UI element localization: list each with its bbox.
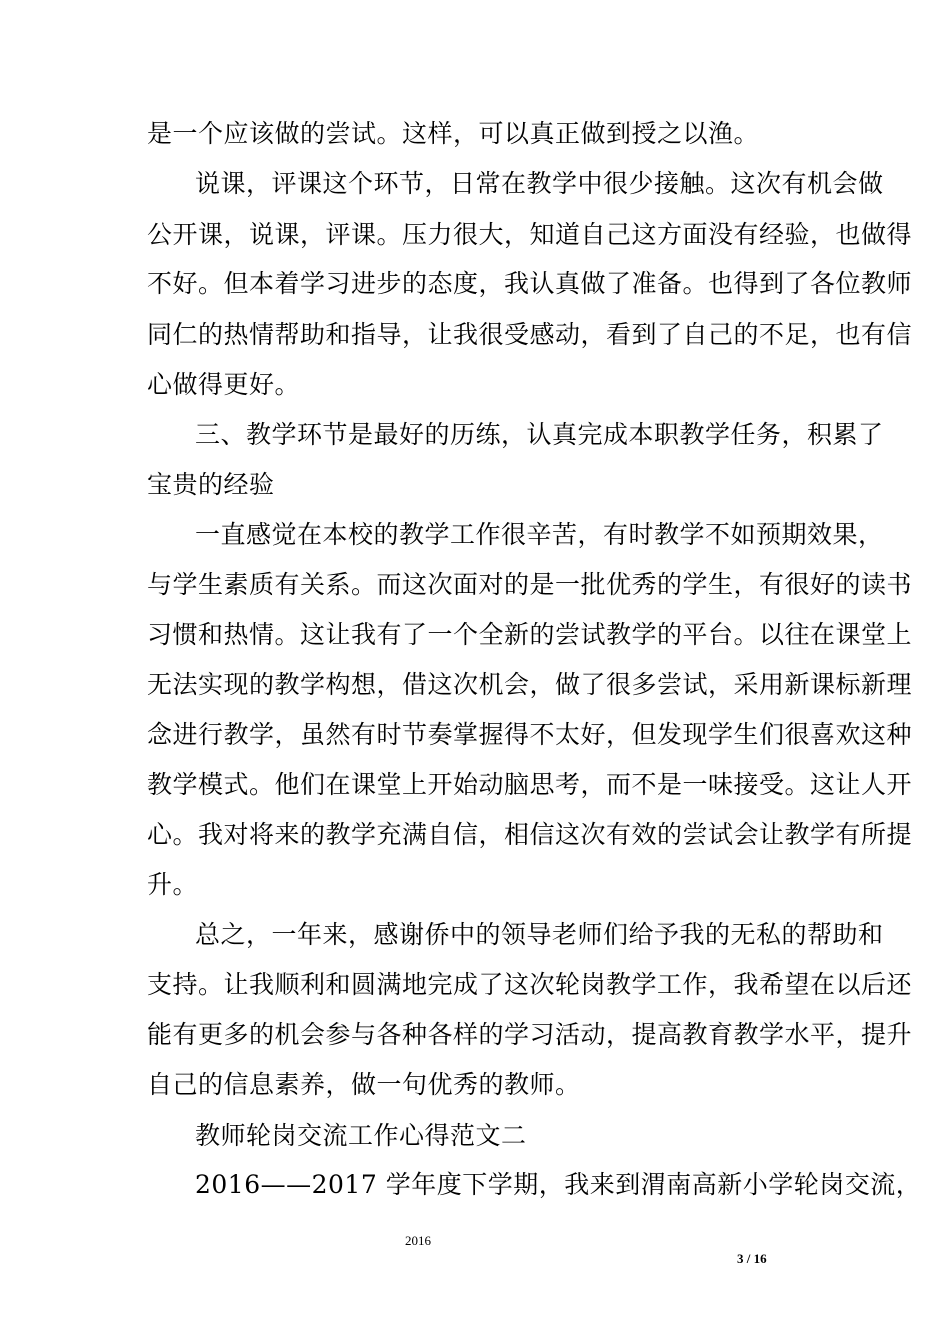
text-line: 说课，评课这个环节，日常在教学中很少接触。这次有机会做 [195, 169, 884, 198]
text-line: 是一个应该做的尝试。这样，可以真正做到授之以渔。 [147, 119, 760, 148]
text-line: 一直感觉在本校的教学工作很辛苦，有时教学不如预期效果， [195, 520, 884, 549]
text-line: 不好。但本着学习进步的态度，我认真做了准备。也得到了各位教师 [147, 269, 913, 298]
page-number: 3 / 16 [737, 1251, 767, 1266]
text-line: 支持。让我顺利和圆满地完成了这次轮岗教学工作，我希望在以后还 [147, 970, 913, 999]
section-heading: 教师轮岗交流工作心得范文二 [195, 1121, 527, 1150]
text-line: 能有更多的机会参与各种各样的学习活动，提高教育教学水平，提升 [147, 1020, 913, 1049]
text-line: 升。 [147, 870, 199, 899]
text-line: 自己的信息素养，做一句优秀的教师。 [147, 1070, 581, 1099]
text-line: 无法实现的教学构想，借这次机会，做了很多尝试，采用新课标新理 [147, 670, 913, 699]
text-line: 宝贵的经验 [147, 470, 275, 499]
text-line: 2016——2017 学年度下学期，我来到渭南高新小学轮岗交流， [195, 1170, 922, 1199]
text-line: 教学模式。他们在课堂上开始动脑思考，而不是一味接受。这让人开 [147, 770, 913, 799]
text-line: 心。我对将来的教学充满自信，相信这次有效的尝试会让教学有所提 [147, 820, 913, 849]
text-line: 三、教学环节是最好的历练，认真完成本职教学任务，积累了 [195, 420, 884, 449]
text-line: 习惯和热情。这让我有了一个全新的尝试教学的平台。以往在课堂上 [147, 620, 913, 649]
text-line: 总之，一年来，感谢侨中的领导老师们给予我的无私的帮助和 [195, 920, 884, 949]
footer-year: 2016 [405, 1233, 431, 1248]
text-line: 心做得更好。 [147, 370, 301, 399]
text-line: 同仁的热情帮助和指导，让我很受感动，看到了自己的不足，也有信 [147, 320, 913, 349]
text-line: 公开课，说课，评课。压力很大，知道自己这方面没有经验，也做得 [147, 220, 913, 249]
text-line: 与学生素质有关系。而这次面对的是一批优秀的学生，有很好的读书 [147, 570, 913, 599]
text-line: 念进行教学，虽然有时节奏掌握得不太好，但发现学生们很喜欢这种 [147, 720, 913, 749]
